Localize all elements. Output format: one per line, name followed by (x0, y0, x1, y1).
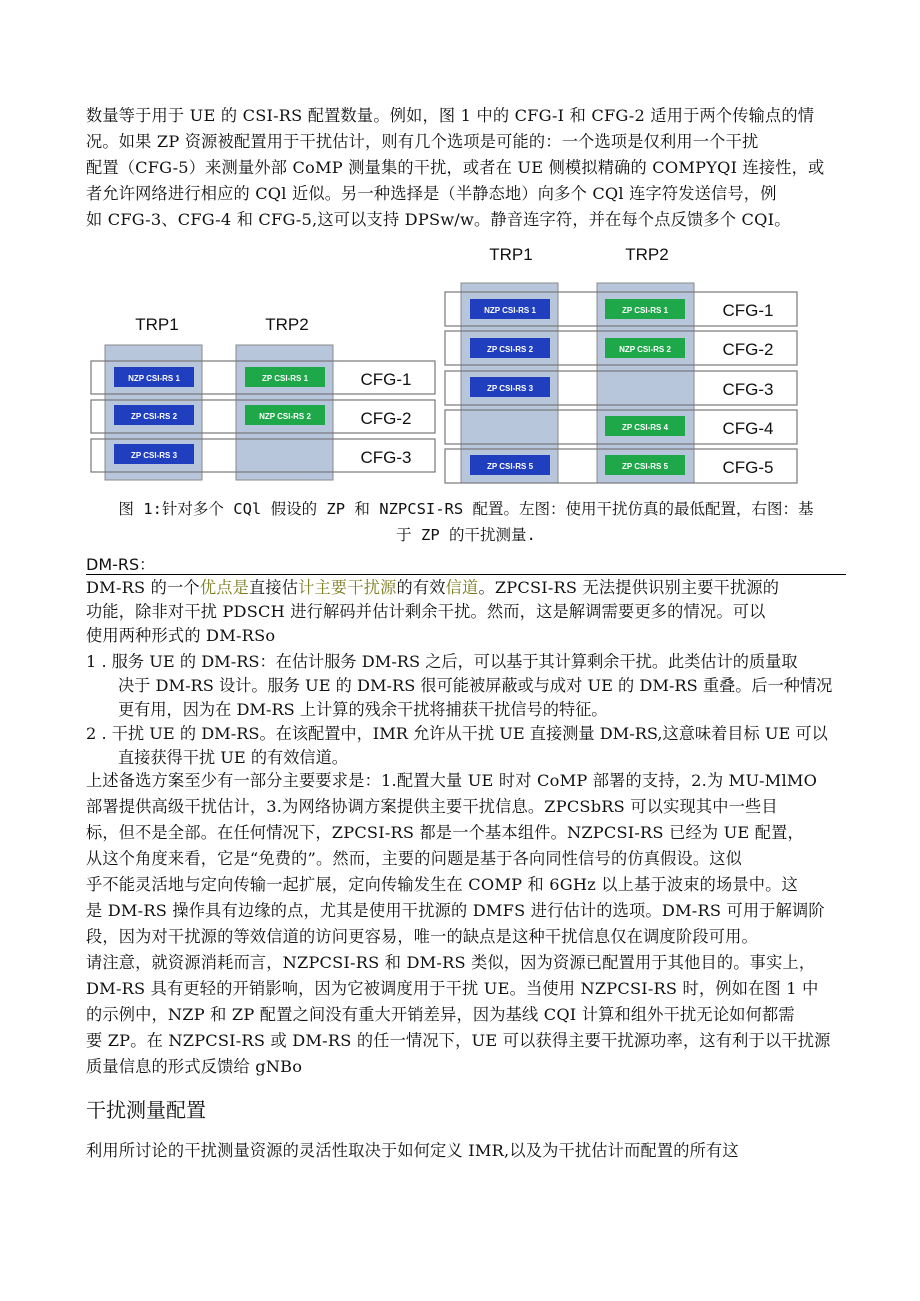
body-line: DM-RS 具有更轻的开销影响，因为它被调度用于干扰 UE。当使用 NZPCSI-RS 时，例如在图 1 中 (86, 979, 819, 998)
right-zp-csi-rs-1-label: ZP CSI-RS 1 (621, 306, 669, 315)
section-paragraph (86, 1138, 846, 1164)
intro-line: 配置（CFG-5）来测量外部 CoMP 测量集的干扰，或者在 UE 侧模拟精确的 COMPYQI 连接性，或 (86, 158, 825, 177)
right-cfg-5-label: CFG-5 (722, 458, 774, 477)
highlight-run: 优点是 (199, 578, 249, 597)
right-diagram (445, 245, 797, 483)
text-run: DM-RS 的一个 (86, 578, 200, 597)
left-cfg-2-label: CFG-2 (360, 409, 412, 428)
section-heading: 干扰测量配置 (86, 1098, 206, 1122)
left-nzp-csi-rs-2-label: NZP CSI-RS 2 (259, 412, 311, 421)
left-nzp-csi-rs-1-label: NZP CSI-RS 1 (128, 374, 180, 383)
body-line: 段，因为对干扰源的等效信道的访问更容易，唯一的缺点是这种干扰信息仅在调度阶段可用。 (86, 927, 758, 946)
highlight-run: 信道 (445, 578, 479, 597)
figure-caption (86, 496, 846, 548)
list-line: 更有用，因为在 DM-RS 上计算的残余干扰将捕获干扰信号的特征。 (118, 700, 608, 719)
text-run: 直接估 (248, 578, 299, 597)
body-line: 乎不能灵活地与定向传输一起扩展，定向传输发生在 COMP 和 6GHz 以上基于波束的场景中。这 (86, 875, 798, 894)
body-line: 部署提供高级干扰估计，3.为网络协调方案提供主要干扰信息。ZPCSbRS 可以实现其中一些目 (86, 797, 778, 816)
body-line: 是 DM-RS 操作具有边缘的点，尤其是使用干扰源的 DMFS 进行估计的选项。DM-RS 可用于解调阶 (86, 901, 825, 920)
list-line: 决于 DM-RS 设计。服务 UE 的 DM-RS 很可能被屏蔽或与成对 UE 的 DM-RS 重叠。后一种情况 (118, 676, 833, 695)
right-zp-csi-rs-5b-label: ZP CSI-RS 5 (621, 462, 669, 471)
divider (86, 574, 846, 575)
left-zp-csi-rs-2-label: ZP CSI-RS 2 (130, 412, 178, 421)
intro-line: 如 CFG-3、CFG-4 和 CFG-5,这可以支持 DPSw/w。静音连字符，并在每个点反馈多个 CQI。 (86, 210, 791, 229)
body-line: 从这个角度来看，它是“免费的”。然而，主要的问题是基于各向同性信号的仿真假设。这似 (86, 849, 743, 868)
dmrs-line-2: 功能，除非对干扰 PDSCH 进行解码并估计剩余干扰。然而，这是解调需要更多的情况。可以 (86, 602, 766, 621)
left-trp1-label: TRP1 (135, 315, 179, 334)
left-zp-csi-rs-1-label: ZP CSI-RS 1 (261, 374, 309, 383)
right-zp-csi-rs-2-label: ZP CSI-RS 2 (486, 345, 534, 354)
dmrs-paragraph (86, 576, 846, 648)
right-zp-csi-rs-5a-label: ZP CSI-RS 5 (486, 462, 534, 471)
body-line: 质量信息的形式反馈给 gNBo (86, 1057, 303, 1076)
intro-line: 况。如果 ZP 资源被配置用于干扰估计，则有几个选项是可能的：一个选项是仅利用一个干扰 (86, 132, 759, 151)
list-line: 直接获得干扰 UE 的有效信道。 (118, 748, 348, 767)
right-zp-csi-rs-4-label: ZP CSI-RS 4 (621, 423, 669, 432)
intro-line: 数量等于用于 UE 的 CSI-RS 配置数量。例如，图 1 中的 CFG-I 和 CFG-2 适用于两个传输点的情 (86, 106, 815, 125)
text-run: 。ZPCSI-RS 无法提供识别主要干扰源的 (478, 578, 780, 597)
right-cfg-2-label: CFG-2 (722, 340, 774, 359)
right-cfg-3-label: CFG-3 (722, 380, 774, 399)
right-cfg-4-label: CFG-4 (722, 419, 774, 438)
body-line: 的示例中，NZP 和 ZP 配置之间没有重大开销差异，因为基线 CQI 计算和组外干扰无论如何都需 (86, 1005, 795, 1024)
caption-line-1: 图 1:针对多个 CQl 假设的 ZP 和 NZPCSI-RS 配置。左图：使用干扰仿真的最低配置，右图：基 (118, 500, 814, 518)
left-zp-csi-rs-3-label: ZP CSI-RS 3 (130, 451, 178, 460)
right-nzp-csi-rs-2-label: NZP CSI-RS 2 (619, 345, 671, 354)
list-item-1 (86, 650, 846, 722)
body-paragraph-2 (86, 768, 846, 1080)
left-trp2-label: TRP2 (265, 315, 309, 334)
body-line: 标，但不是全部。在任何情况下，ZPCSI-RS 都是一个基本组件。NZPCSI-RS 已经为 UE 配置， (86, 823, 804, 842)
right-cfg-1-label: CFG-1 (722, 301, 774, 320)
left-cfg-1-label: CFG-1 (360, 370, 412, 389)
right-nzp-csi-rs-1-label: NZP CSI-RS 1 (484, 306, 536, 315)
list-line: 2 . 干扰 UE 的 DM-RS。在该配置中，IMR 允许从干扰 UE 直接测量 DM-RS,这意味着目标 UE 可以 (86, 724, 828, 743)
section-line-1: 利用所讨论的干扰测量资源的灵活性取决于如何定义 IMR,以及为干扰估计而配置的所有这 (86, 1141, 739, 1160)
dmrs-line-1 (86, 576, 846, 600)
list-line: 1 . 服务 UE 的 DM-RS：在估计服务 DM-RS 之后，可以基于其计算剩余干扰。此类估计的质量取 (86, 652, 798, 671)
right-trp2-label: TRP2 (625, 245, 669, 264)
body-line: 请注意，就资源消耗而言，NZPCSI-RS 和 DM-RS 类似，因为资源已配置用于其他目的。事实上， (86, 953, 816, 972)
right-zp-csi-rs-3-label: ZP CSI-RS 3 (486, 384, 534, 393)
left-diagram (91, 315, 435, 480)
dmrs-title: DM-RS： (86, 555, 156, 574)
figure-1 (0, 235, 920, 495)
left-cfg-3-label: CFG-3 (360, 448, 412, 467)
dmrs-line-3: 使用两种形式的 DM-RSo (86, 626, 276, 645)
body-line: 要 ZP。在 NZPCSI-RS 或 DM-RS 的任一情况下，UE 可以获得主要干扰源功率，这有利于以干扰源 (86, 1031, 831, 1050)
body-line: 上述备选方案至少有一部分主要要求是：1.配置大量 UE 时对 CoMP 部署的支持，2.为 MU-MlMO (86, 771, 818, 790)
caption-line-2: 于 ZP 的干扰测量. (396, 526, 536, 544)
intro-paragraph (86, 103, 846, 233)
list-item-2 (86, 722, 846, 770)
right-trp1-label: TRP1 (489, 245, 533, 264)
text-run: 的有效 (396, 578, 446, 597)
intro-line: 者允许网络进行相应的 CQl 近似。另一种选择是（半静态地）向多个 CQl 连字符发送信号，例 (86, 184, 777, 203)
highlight-run: 计主要干扰源 (298, 578, 397, 597)
